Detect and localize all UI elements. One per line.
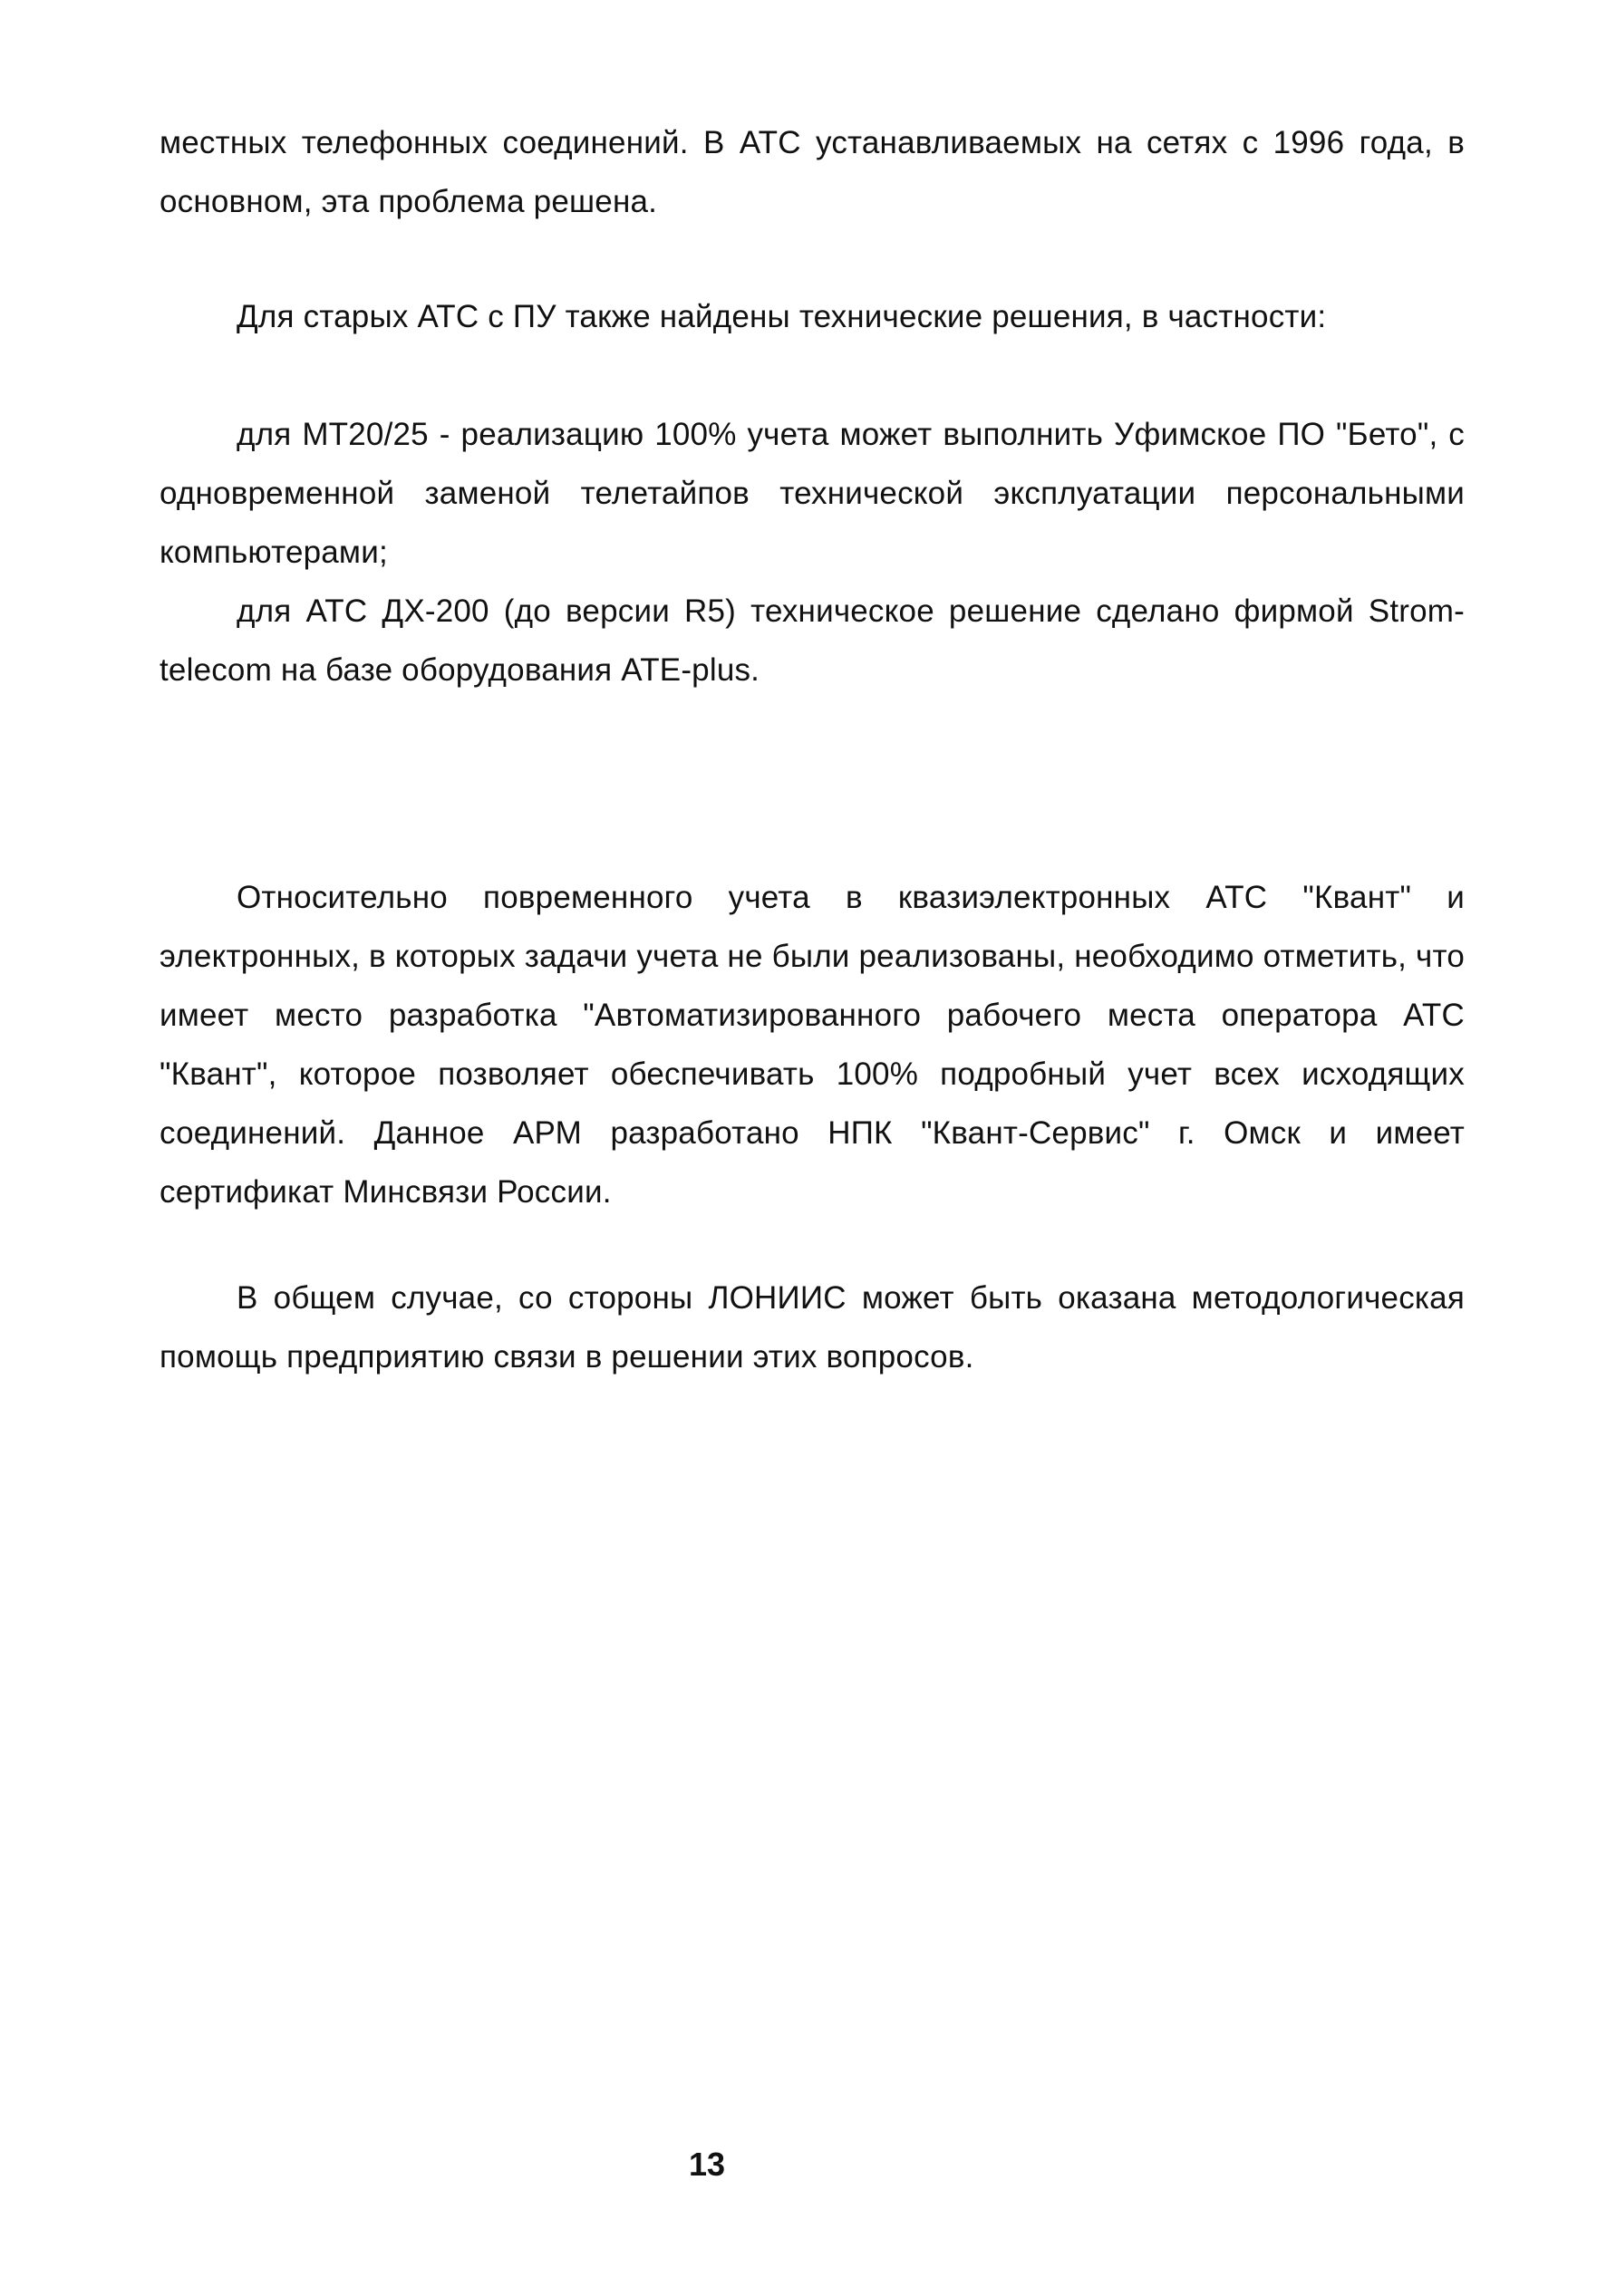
paragraph-dx200: для АТС ДХ-200 (до версии R5) техническое решение сделано фирмой Strom-telecom на базе оборудования ATE-plus. [160,593,1465,688]
page-number: 13 [688,2146,726,2183]
paragraph-mt20-25: для МТ20/25 - реализацию 100% учета может выполнить Уфимское ПО "Бето", с одновременной заменой телетайпов технической эксплуатации персональными компьютерами; [160,417,1465,570]
paragraph-continuation: местных телефонных соединений. В АТС устанавливаемых на сетях с 1996 года, в основном, эта проблема решена. [160,125,1465,219]
paragraph-loniis: В общем случае, со стороны ЛОНИИС может быть оказана методологическая помощь предприятию связи в решении этих вопросов. [160,1280,1465,1375]
paragraph-old-ats-solutions: Для старых АТС с ПУ также найдены технические решения, в частности: [237,299,1327,334]
paragraph-kvant: Относительно повременного учета в квазиэлектронных АТС "Квант" и электронных, в которых задачи учета не были реализованы, необходимо отметить, что имеет место разработка "Автоматизированного рабочего места оператора АТС "Квант", которое позволяет обеспечивать 100% подробный учет всех исходящих соединений. Данное АРМ разработано НПК "Квант-Сервис" г. Омск и имеет сертификат Минсвязи России. [160,880,1465,1210]
